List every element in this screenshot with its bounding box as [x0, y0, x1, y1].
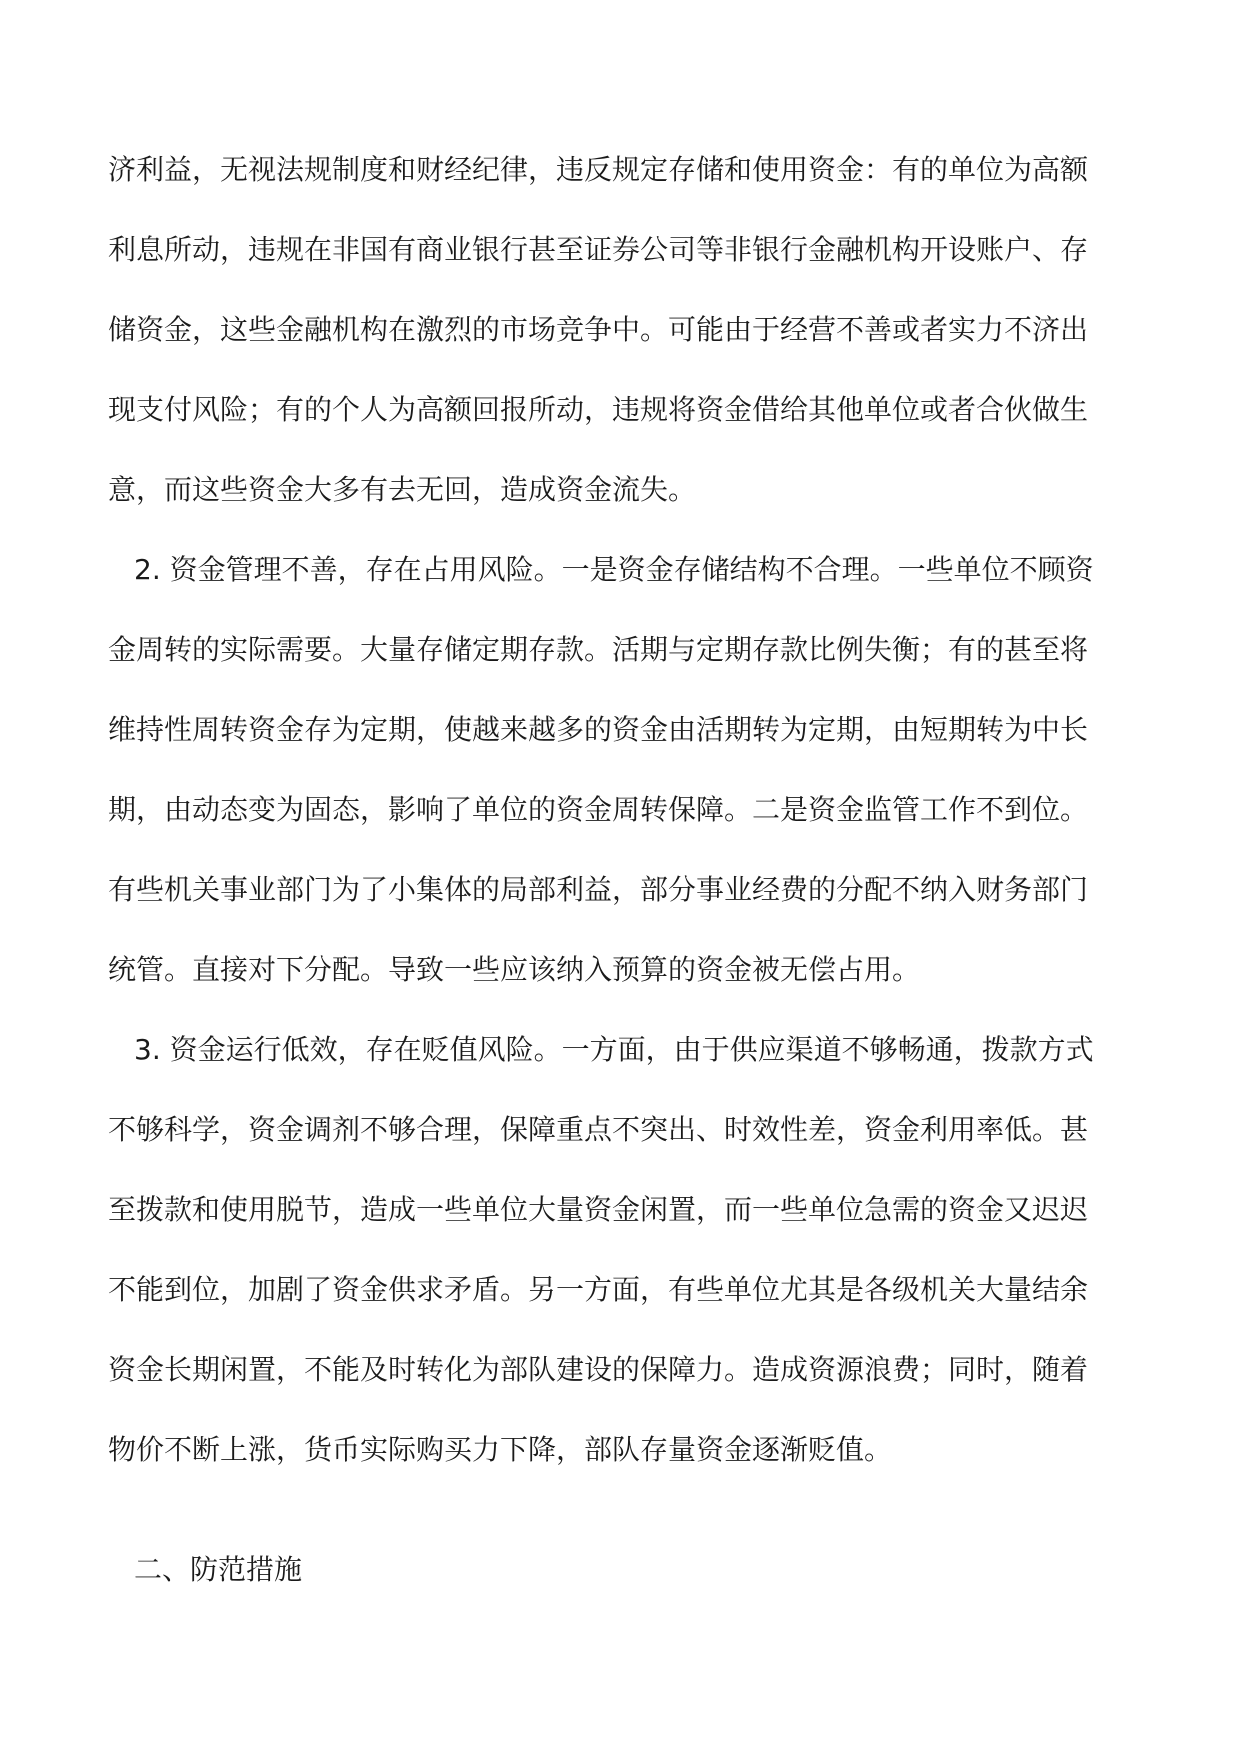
section-heading: 二、防范措施 — [134, 1553, 303, 1586]
paragraph-3-line-1: 3. 资金运行低效，存在贬值风险。一方面，由于供应渠道不够畅通，拨款方式 — [134, 1033, 1094, 1066]
paragraph-3-line-2: 不够科学，资金调剂不够合理，保障重点不突出、时效性差，资金利用率低。甚 — [108, 1113, 1089, 1146]
paragraph-1-line-5: 意，而这些资金大多有去无回，造成资金流失。 — [108, 473, 697, 506]
paragraph-3-line-3: 至拨款和使用脱节，造成一些单位大量资金闲置，而一些单位急需的资金又迟迟 — [108, 1193, 1089, 1226]
paragraph-1-line-2: 利息所动，违规在非国有商业银行甚至证券公司等非银行金融机构开设账户、存 — [108, 233, 1089, 266]
paragraph-3-line-4: 不能到位，加剧了资金供求矛盾。另一方面，有些单位尤其是各级机关大量结余 — [108, 1273, 1089, 1306]
paragraph-1-line-4: 现支付风险；有的个人为高额回报所动，违规将资金借给其他单位或者合伙做生 — [108, 393, 1089, 426]
paragraph-1-line-3: 储资金，这些金融机构在激烈的市场竞争中。可能由于经营不善或者实力不济出 — [108, 313, 1089, 346]
paragraph-2-line-3: 维持性周转资金存为定期，使越来越多的资金由活期转为定期，由短期转为中长 — [108, 713, 1089, 746]
paragraph-3-line-6: 物价不断上涨，货币实际购买力下降，部队存量资金逐渐贬值。 — [108, 1433, 893, 1466]
paragraph-2-line-1: 2. 资金管理不善，存在占用风险。一是资金存储结构不合理。一些单位不顾资 — [134, 553, 1094, 586]
paragraph-2-line-4: 期，由动态变为固态，影响了单位的资金周转保障。二是资金监管工作不到位。 — [108, 793, 1089, 826]
paragraph-3-line-5: 资金长期闲置，不能及时转化为部队建设的保障力。造成资源浪费；同时，随着 — [108, 1353, 1089, 1386]
paragraph-2-line-5: 有些机关事业部门为了小集体的局部利益，部分事业经费的分配不纳入财务部门 — [108, 873, 1089, 906]
paragraph-1-line-1: 济利益，无视法规制度和财经纪律，违反规定存储和使用资金：有的单位为高额 — [108, 153, 1089, 186]
paragraph-2-line-6: 统管。直接对下分配。导致一些应该纳入预算的资金被无偿占用。 — [108, 953, 921, 986]
paragraph-2-line-2: 金周转的实际需要。大量存储定期存款。活期与定期存款比例失衡；有的甚至将 — [108, 633, 1089, 666]
